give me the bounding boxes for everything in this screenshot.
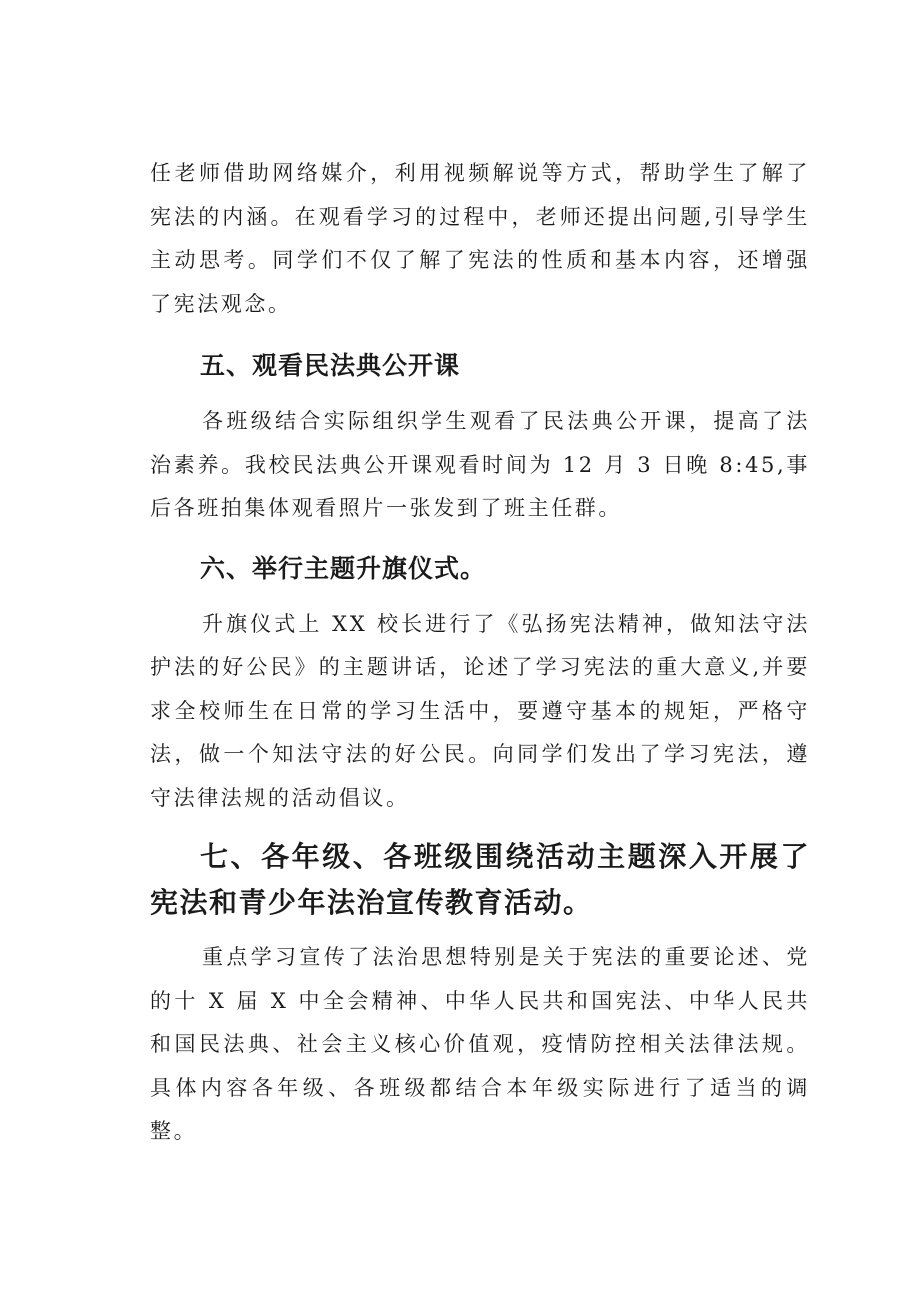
document-page: [150, 152, 810, 1154]
paragraph-flag-ceremony: 升旗仪式上 XX 校长进行了《弘扬宪法精神，做知法守法护法的好公民》的主题讲话，论述了学习宪法的重大意义,并要求全校师生在日常的学习生活中，要遵守基本的规矩，严格守法，做一个知法守法的好公民。向同学们发出了学习宪法，遵守法律法规的活动倡议。: [150, 611, 810, 810]
paragraph-education-activities: 重点学习宣传了法治思想特别是关于宪法的重要论述、党的十 X 届 X 中全会精神、中华人民共和国宪法、中华人民共和国民法典、社会主义核心价值观，疫情防控相关法律法规。具体内容各年级、各班级都结合本年级实际进行了适当的调整。: [150, 945, 810, 1143]
paragraph-continued: 任老师借助网络媒介，利用视频解说等方式，帮助学生了解了宪法的内涵。在观看学习的过程中，老师还提出问题,引导学生主动思考。同学们不仅了解了宪法的性质和基本内容，还增强了宪法观念。: [150, 161, 810, 316]
section-heading-5: 五、观看民法典公开课: [200, 351, 461, 380]
section-heading-6: 六、举行主题升旗仪式。: [200, 553, 487, 583]
section-heading-7: 七、各年级、各班级围绕活动主题深入开展了宪法和青少年法治宣传教育活动。: [150, 840, 810, 919]
paragraph-civil-code-class: 各班级结合实际组织学生观看了民法典公开课，提高了法治素养。我校民法典公开课观看时间为 12 月 3 日晚 8:45,事后各班拍集体观看照片一张发到了班主任群。: [150, 409, 810, 520]
